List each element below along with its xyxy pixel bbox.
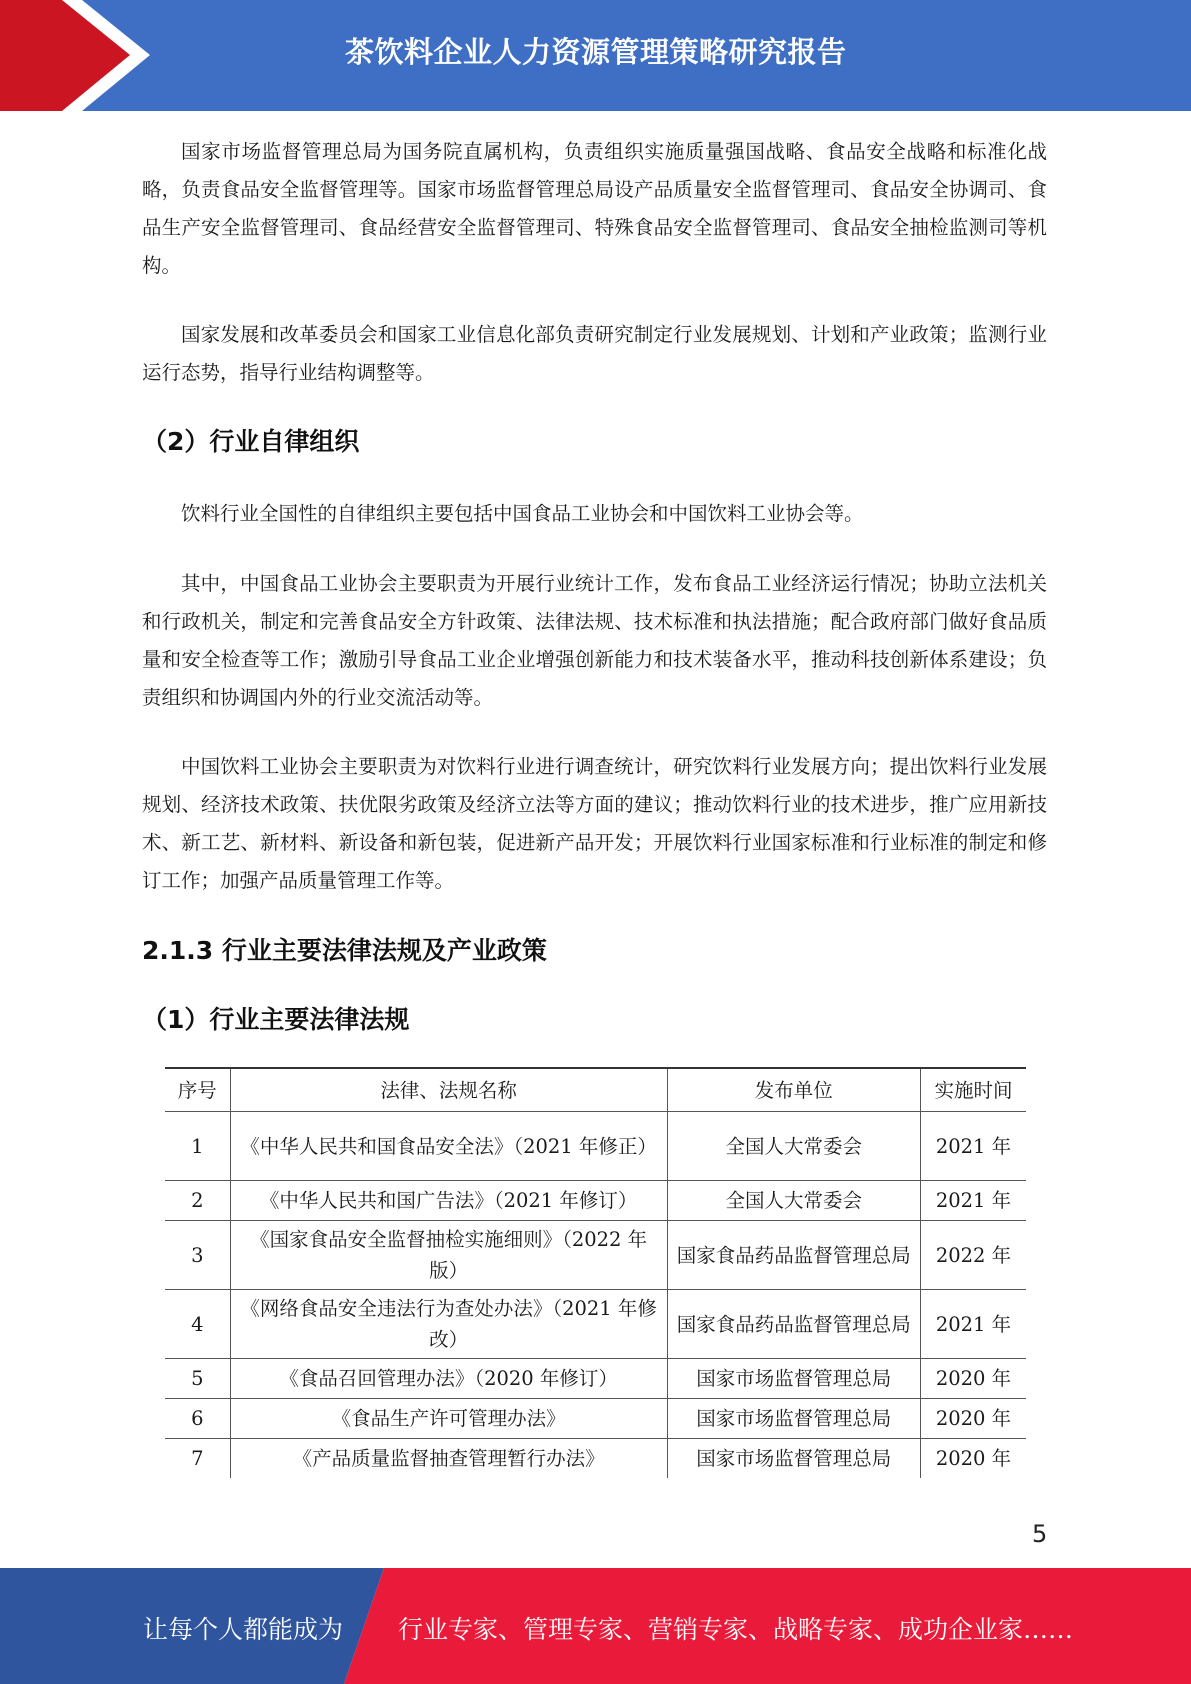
column-header-publisher: 发布单位 <box>667 1068 920 1112</box>
cell-law-name: 《国家食品安全监督抽检实施细则》（2022 年版） <box>230 1221 667 1290</box>
paragraph-market-regulation: 国家市场监督管理总局为国务院直属机构，负责组织实施质量强国战略、食品安全战略和标准化战略，负责食品安全监督管理等。国家市场监督管理总局设产品质量安全监督管理司、食品安全协调司、食品生产安全监督管理司、食品经营安全监督管理司、特殊食品安全监督管理司、食品安全抽检监测司等机构。 <box>142 140 1047 277</box>
footer-slogan-right: 行业专家、管理专家、营销专家、战略专家、成功企业家…… <box>398 1615 1074 1644</box>
report-title: 茶饮料企业人力资源管理策略研究报告 <box>345 35 847 69</box>
heading-section-2-1-3: 2.1.3 行业主要法律法规及产业政策 <box>142 936 547 965</box>
column-header-number: 序号 <box>165 1068 230 1112</box>
cell-number: 6 <box>165 1399 230 1439</box>
cell-publisher: 全国人大常委会 <box>667 1181 920 1221</box>
cell-effective-date: 2021 年 <box>920 1112 1026 1181</box>
cell-effective-date: 2021 年 <box>920 1181 1026 1221</box>
column-header-law-name: 法律、法规名称 <box>230 1068 667 1112</box>
cell-law-name: 《食品召回管理办法》（2020 年修订） <box>230 1359 667 1399</box>
table-row <box>165 1221 1026 1290</box>
cell-publisher: 国家市场监督管理总局 <box>667 1399 920 1439</box>
paragraph-beverage-industry-association: 中国饮料工业协会主要职责为对饮料行业进行调查统计，研究饮料行业发展方向；提出饮料行业发展规划、经济技术政策、扶优限劣政策及经济立法等方面的建议；推动饮料行业的技术进步，推广应用新技术、新工艺、新材料、新设备和新包装，促进新产品开发；开展饮料行业国家标准和行业标准的制定和修订工作；加强产品质量管理工作等。 <box>142 755 1047 892</box>
table-row <box>165 1290 1026 1359</box>
laws-table <box>165 1067 1026 1478</box>
cell-publisher: 国家食品药品监督管理总局 <box>667 1290 920 1359</box>
cell-number: 3 <box>165 1221 230 1290</box>
cell-publisher: 国家市场监督管理总局 <box>667 1439 920 1479</box>
footer-slogan-left: 让每个人都能成为 <box>143 1615 344 1644</box>
table-row <box>165 1181 1026 1221</box>
cell-effective-date: 2021 年 <box>920 1290 1026 1359</box>
page-number: 5 <box>1032 1520 1048 1548</box>
cell-number: 4 <box>165 1290 230 1359</box>
cell-law-name: 《中华人民共和国食品安全法》（2021 年修正） <box>230 1112 667 1181</box>
cell-effective-date: 2022 年 <box>920 1221 1026 1290</box>
table-row <box>165 1399 1026 1439</box>
table-row <box>165 1112 1026 1181</box>
cell-effective-date: 2020 年 <box>920 1439 1026 1479</box>
heading-main-laws: （1）行业主要法律法规 <box>142 1005 410 1034</box>
heading-self-regulation: （2）行业自律组织 <box>142 427 360 456</box>
cell-number: 1 <box>165 1112 230 1181</box>
cell-number: 5 <box>165 1359 230 1399</box>
paragraph-self-regulation-orgs: 饮料行业全国性的自律组织主要包括中国食品工业协会和中国饮料工业协会等。 <box>181 502 864 525</box>
table-header-row <box>165 1068 1026 1112</box>
cell-law-name: 《产品质量监督抽查管理暂行办法》 <box>230 1439 667 1479</box>
cell-law-name: 《网络食品安全违法行为查处办法》（2021 年修改） <box>230 1290 667 1359</box>
paragraph-food-industry-association: 其中，中国食品工业协会主要职责为开展行业统计工作，发布食品工业经济运行情况；协助立法机关和行政机关，制定和完善食品安全方针政策、法律法规、技术标准和执法措施；配合政府部门做好食品质量和安全检查等工作；激励引导食品工业企业增强创新能力和技术装备水平，推动科技创新体系建设；负责组织和协调国内外的行业交流活动等。 <box>142 572 1047 709</box>
paragraph-ndrc: 国家发展和改革委员会和国家工业信息化部负责研究制定行业发展规划、计划和产业政策；监测行业运行态势，指导行业结构调整等。 <box>142 323 1047 384</box>
cell-effective-date: 2020 年 <box>920 1359 1026 1399</box>
cell-number: 7 <box>165 1439 230 1479</box>
page-footer <box>0 1568 1191 1684</box>
table-row <box>165 1359 1026 1399</box>
table-row <box>165 1439 1026 1479</box>
cell-publisher: 国家食品药品监督管理总局 <box>667 1221 920 1290</box>
cell-effective-date: 2020 年 <box>920 1399 1026 1439</box>
cell-law-name: 《中华人民共和国广告法》（2021 年修订） <box>230 1181 667 1221</box>
cell-publisher: 全国人大常委会 <box>667 1112 920 1181</box>
cell-law-name: 《食品生产许可管理办法》 <box>230 1399 667 1439</box>
cell-number: 2 <box>165 1181 230 1221</box>
page-header <box>0 0 1191 111</box>
cell-publisher: 国家市场监督管理总局 <box>667 1359 920 1399</box>
column-header-effective-date: 实施时间 <box>920 1068 1026 1112</box>
